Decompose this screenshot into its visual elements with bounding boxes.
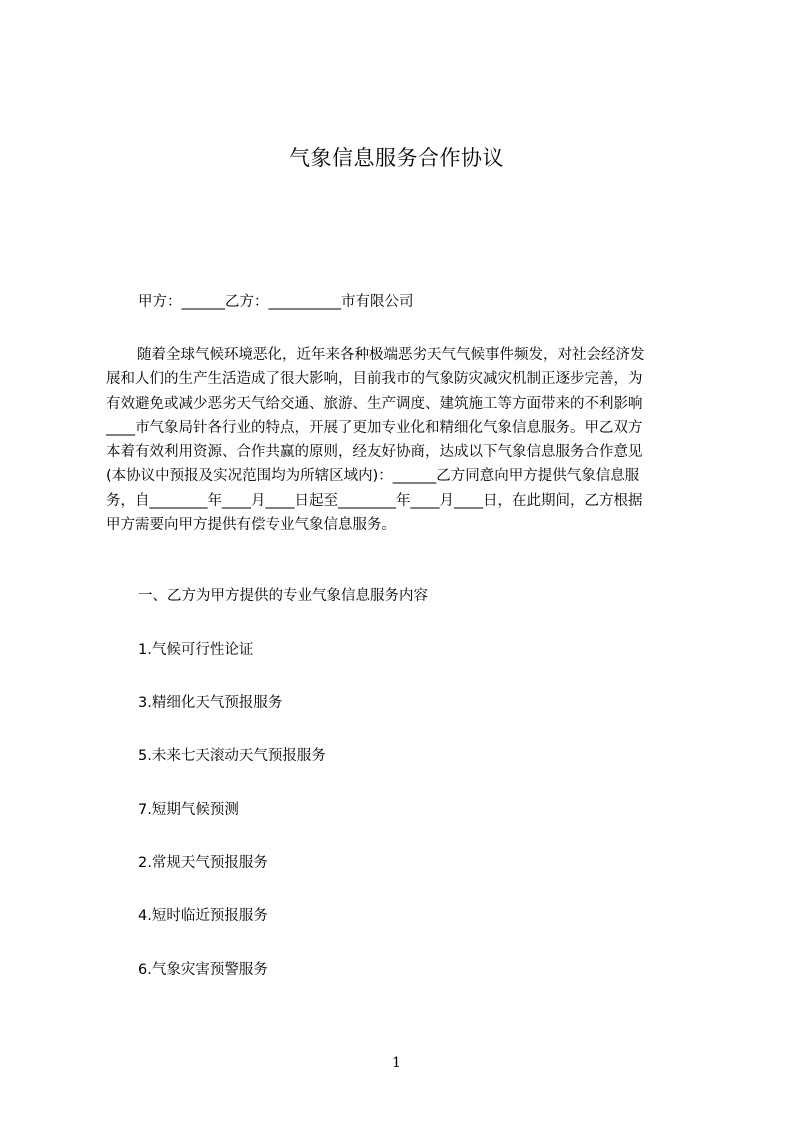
paragraph-line: 展和人们的生产生活造成了很大影响，目前我市的气象防灾减灾机制正逐步完善，为 [106,371,643,388]
parties-line: 甲方：______乙方：__________市有限公司 [138,294,414,310]
paragraph-line: 随着全球气候环境恶化，近年来各种极端恶劣天气气候事件频发，对社会经济发 [137,347,645,363]
paragraph-line: 本着有效利用资源、合作共赢的原则，经友好协商，达成以下气象信息服务合作意见 [106,444,643,461]
service-item: 1.气候可行性论证 [138,642,254,658]
service-item: 5.未来七天滚动天气预报服务 [138,748,326,764]
section-heading: 一、乙方为甲方提供的专业气象信息服务内容 [138,588,428,604]
paragraph-line: ____市气象局针各行业的特点，开展了更加专业化和精细化气象信息服务。甲乙双方 [106,419,643,436]
paragraph-line: 甲方需要向甲方提供有偿专业气象信息服务。 [106,517,396,534]
service-item: 6.气象灾害预警服务 [138,962,268,978]
intro-paragraph [106,343,700,537]
service-item: 4.短时临近预报服务 [138,908,268,924]
service-item: 3.精细化天气预报服务 [138,695,283,711]
paragraph-line: (本协议中预报及实况范围均为所辖区域内)：______乙方同意向甲方提供气象信息服 [106,468,640,485]
page-number: 1 [392,1055,401,1071]
service-item: 7.短期气候预测 [138,802,239,818]
document-title: 气象信息服务合作协议 [289,146,504,170]
paragraph-line: 务，自________年____月____日起至________年____月____日，在此期间，乙方根据 [106,492,643,509]
service-item: 2.常规天气预报服务 [138,855,268,871]
paragraph-line: 有效避免或减少恶劣天气给交通、旅游、生产调度、建筑施工等方面带来的不利影响 [106,395,643,412]
